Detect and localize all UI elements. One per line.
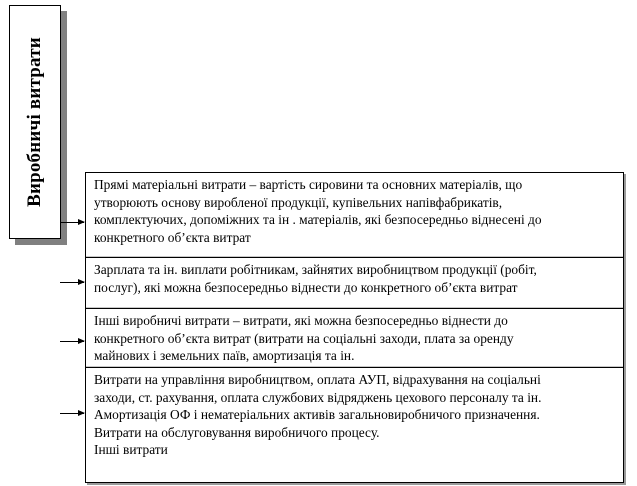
cost-items-box bbox=[85, 172, 624, 483]
item-text-line: Витрати на управління виробництвом, оплата АУП, відрахування на соціальні bbox=[94, 372, 541, 387]
item-text-line: Прямі матеріальні витрати – вартість сировини та основних матеріалів, що bbox=[94, 177, 523, 192]
item-text-line: Витрати на обслуговування виробничого процесу. bbox=[94, 424, 380, 440]
arrow-item-2 bbox=[60, 282, 84, 283]
item-text-line: Амортизація ОФ і нематеріальних активів загальновиробничого призначення. bbox=[94, 407, 540, 423]
item-text-line: майнових і земельних паїв, амортизація та ін. bbox=[94, 348, 355, 364]
item-text-line: комплектуючих, допоміжних та ін . матеріалів, які безпосередньо віднесені до bbox=[94, 212, 542, 228]
cost-item-wages bbox=[86, 256, 623, 308]
cost-item-direct-materials bbox=[86, 173, 623, 254]
item-text-line: конкретного об’єкта витрат (витрати на соціальні заходи, плата за оренду bbox=[94, 330, 514, 346]
diagram-title: Виробничі витрати bbox=[24, 37, 45, 207]
title-box bbox=[9, 5, 61, 239]
item-text-line: заходи, ст. рахування, оплата службових відряджень цехового персоналу та ін. bbox=[94, 389, 542, 405]
item-text-line: Інші витрати bbox=[94, 442, 168, 458]
cost-item-other-direct bbox=[86, 307, 623, 366]
arrow-item-1 bbox=[60, 222, 84, 223]
arrow-head bbox=[78, 410, 85, 416]
item-text-line: Зарплата та ін. виплати робітникам, зайнятих виробництвом продукції (робіт, bbox=[94, 262, 537, 277]
cost-item-overhead bbox=[86, 366, 623, 482]
arrow-head bbox=[78, 338, 85, 344]
item-text-line: утворюють основу виробленої продукції, купівельних напівфабрикатів, bbox=[94, 194, 503, 210]
arrow-item-4 bbox=[60, 413, 84, 414]
item-text-line: послуг), які можна безпосередньо віднести до конкретного об’єкта витрат bbox=[94, 279, 518, 295]
item-text-line: Інші виробничі витрати – витрати, які можна безпосередньо віднести до bbox=[94, 313, 508, 328]
arrow-item-3 bbox=[60, 341, 84, 342]
arrow-head bbox=[78, 219, 85, 225]
item-text-line: конкретного об’єкта витрат bbox=[94, 229, 251, 245]
arrow-head bbox=[78, 279, 85, 285]
